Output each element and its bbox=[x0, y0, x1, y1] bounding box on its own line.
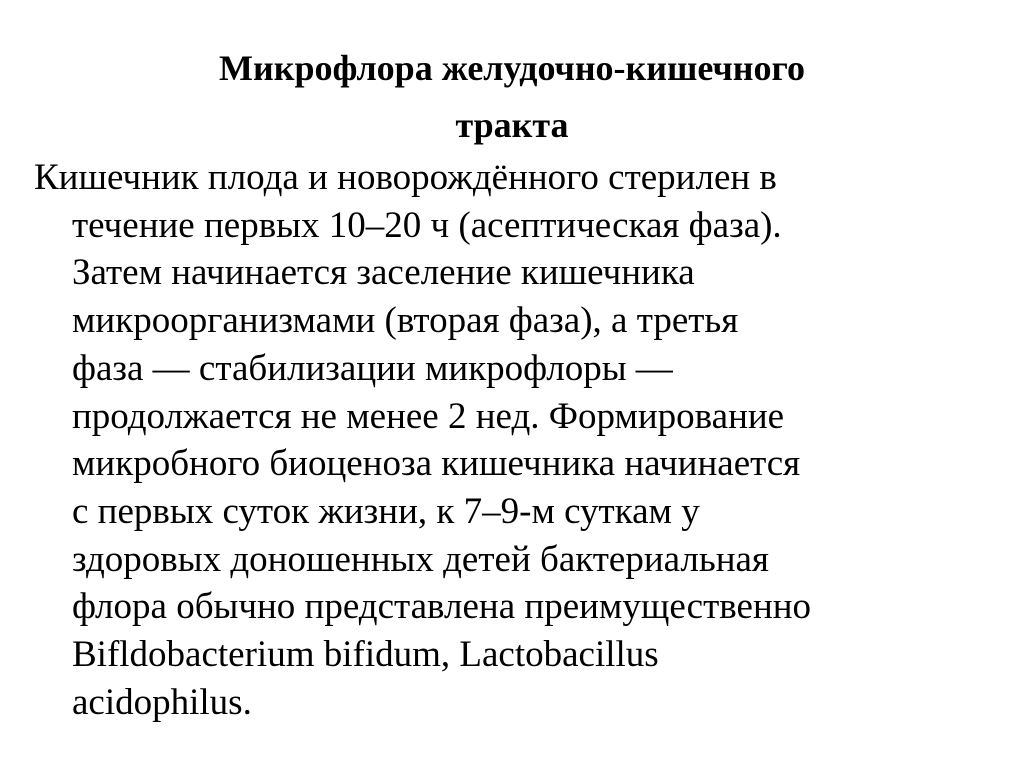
body-line: флора обычно представлена преимущественно bbox=[72, 586, 812, 628]
body-line: микроорганизмами (вторая фаза), а третья bbox=[72, 300, 739, 342]
slide-title bbox=[0, 40, 1024, 154]
slide-title-line: тракта bbox=[455, 105, 569, 145]
slide-title-line: Микрофлора желудочно-кишечного bbox=[218, 48, 806, 88]
body-line: продолжается не менее 2 нед. Формирование bbox=[72, 395, 785, 437]
body-line: здоровых доношенных детей бактериальная bbox=[72, 538, 769, 580]
body-line: течение первых 10–20 ч (асептическая фаза). bbox=[72, 204, 782, 246]
body-line: Затем начинается заселение кишечника bbox=[72, 252, 695, 294]
slide-body-paragraph bbox=[34, 154, 1004, 726]
body-line: микробного биоценоза кишечника начинается bbox=[72, 443, 801, 485]
body-line: Кишечник плода и новорождённого стерилен в bbox=[34, 157, 777, 198]
body-line: фаза — стабилизации микрофлоры — bbox=[72, 347, 673, 389]
body-line: с первых суток жизни, к 7–9-м суткам у bbox=[72, 490, 700, 532]
body-line: acidophilus. bbox=[72, 681, 252, 723]
body-line: Bifldobacterium bifidum, Lactobacillus bbox=[72, 634, 659, 676]
